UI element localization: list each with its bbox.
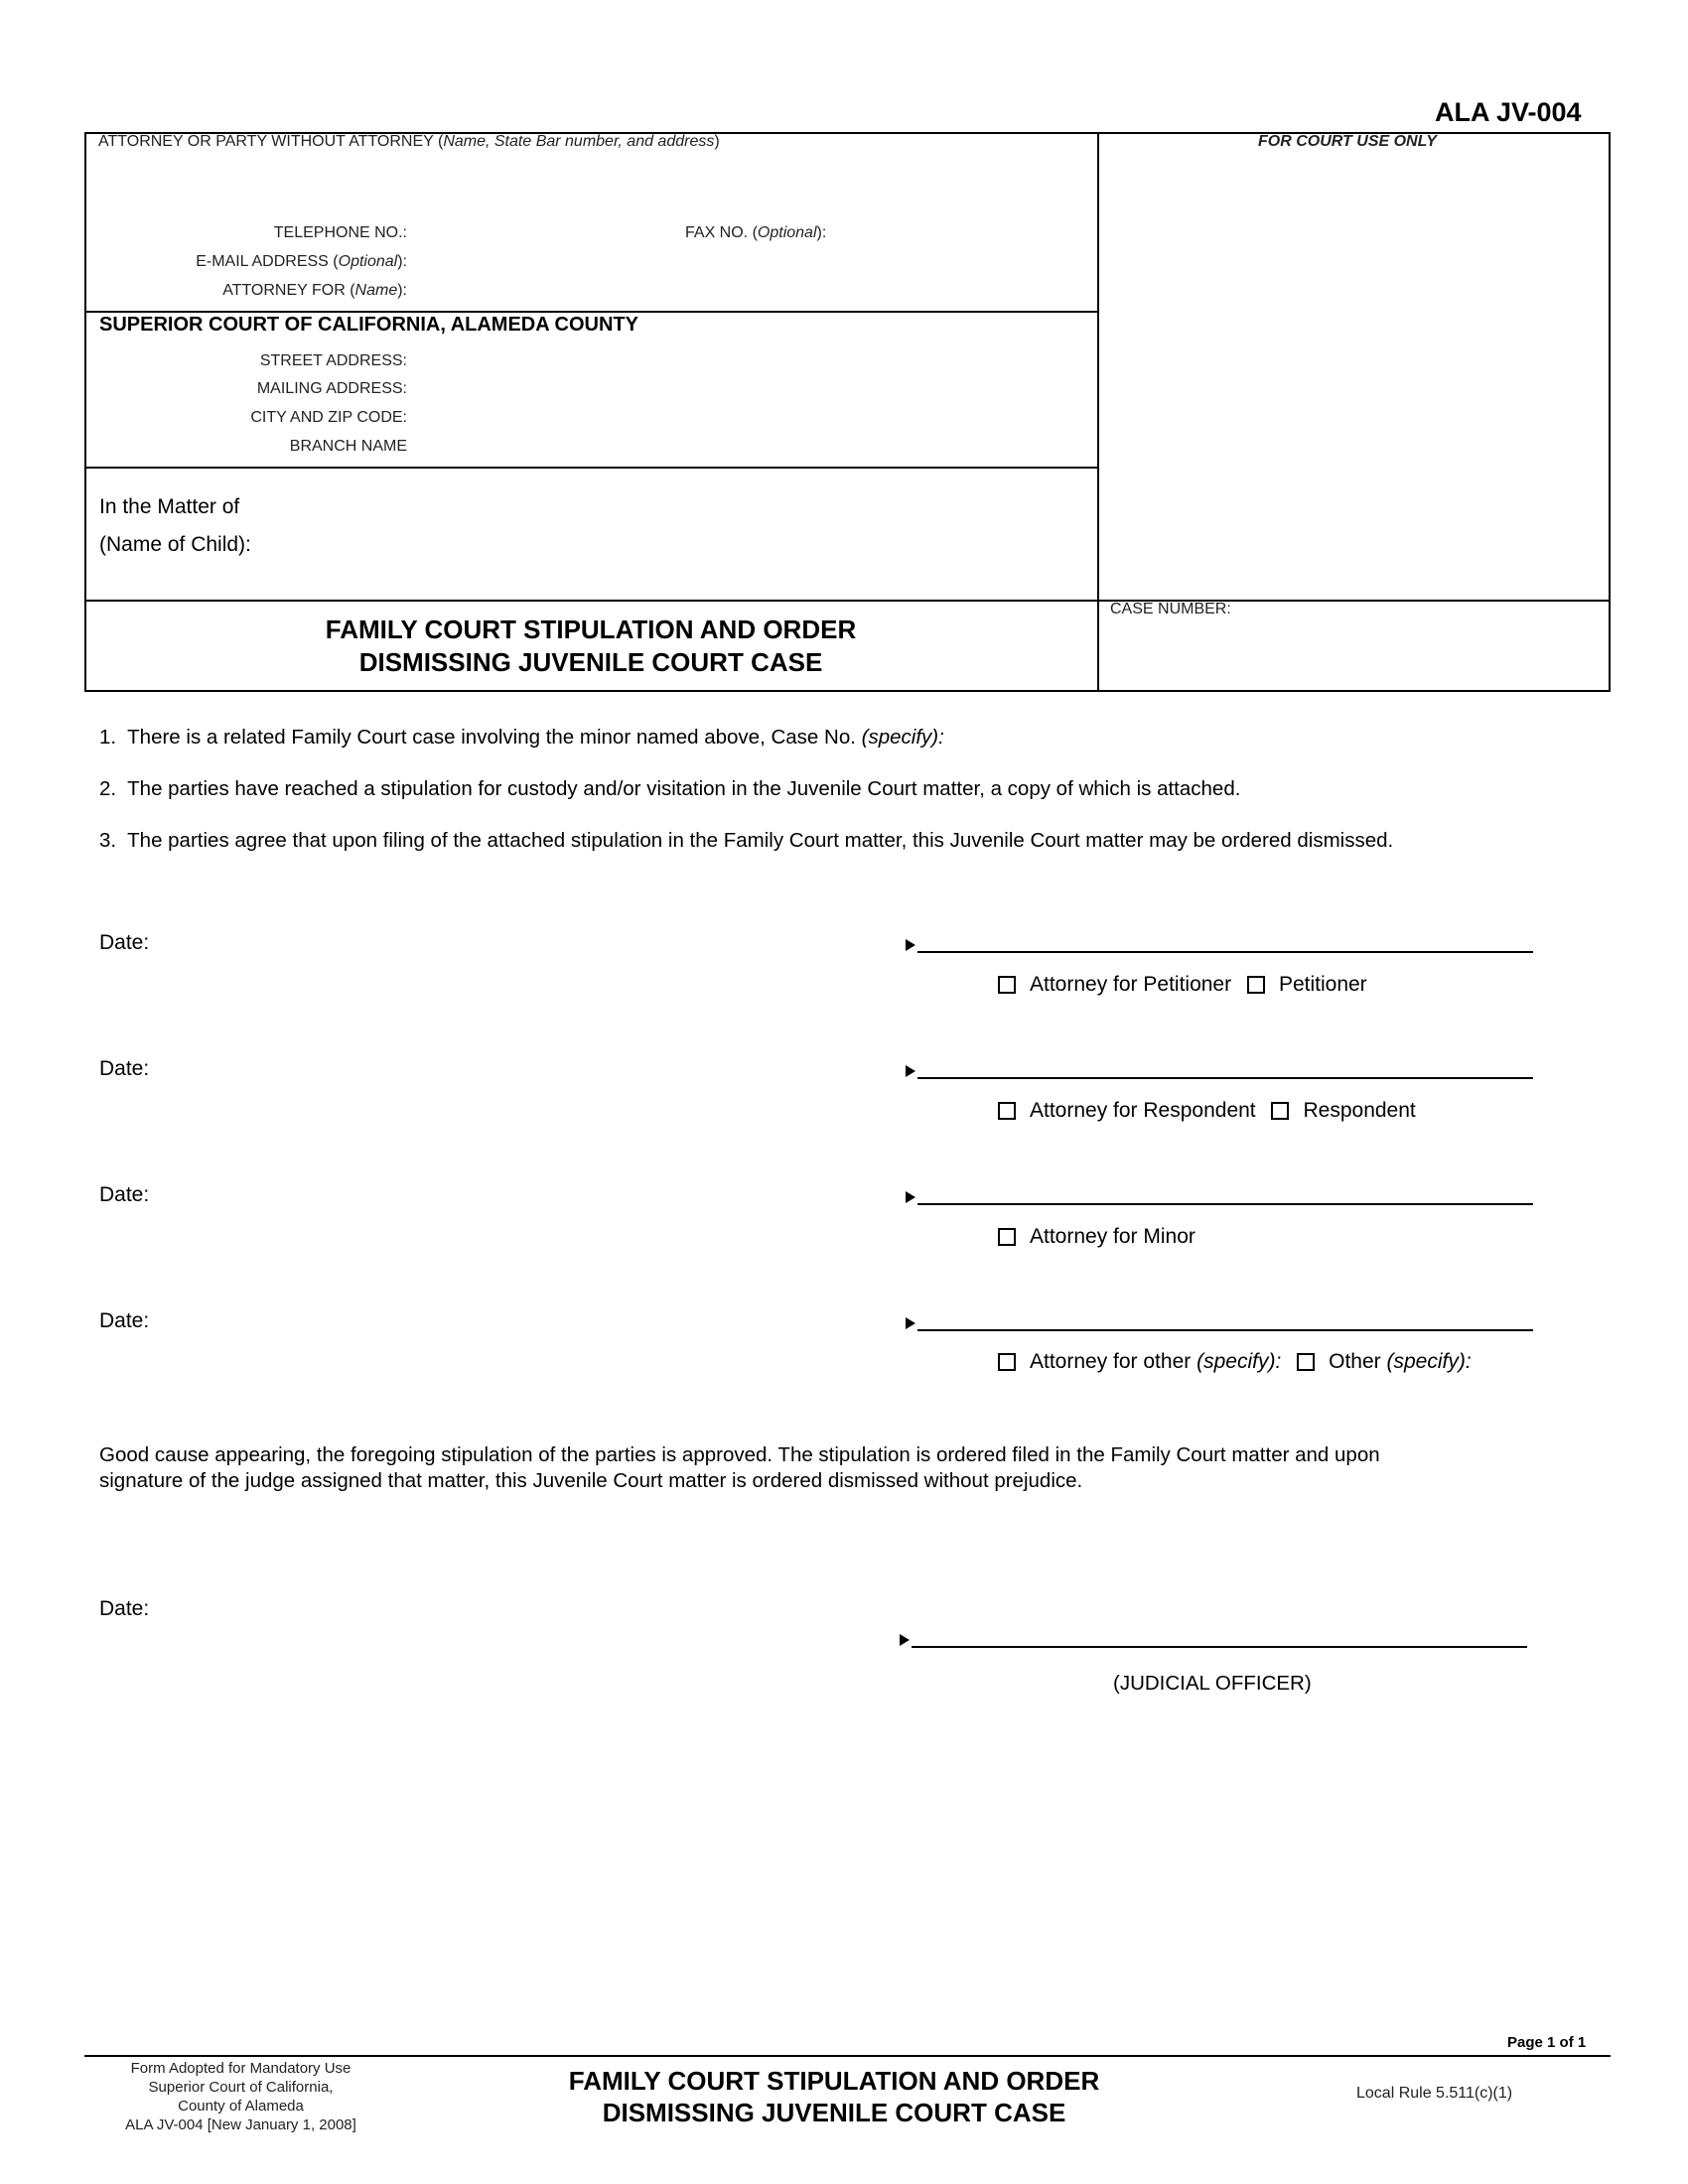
case-number-label: CASE NUMBER: — [1110, 601, 1231, 617]
caption-divider — [1097, 134, 1099, 690]
item-3: 3. The parties agree that upon filing of the attached stipulation in the Family Court matter, this Juvenile Court matter may be ordered dismissed. — [99, 829, 1394, 852]
checkbox-attorney-minor[interactable] — [998, 1228, 1016, 1246]
order-paragraph: Good cause appearing, the foregoing stipulation of the parties is approved. The stipulation is ordered filed in the Family Court matter and upon signature of the judge assigned that matter, this Juvenile Court matter is ordered dismissed without prejudice. — [99, 1443, 1380, 1492]
arrow-icon — [906, 1317, 915, 1329]
signature-line-4[interactable] — [906, 1311, 1533, 1334]
mailing-address-label: MAILING ADDRESS: — [256, 380, 407, 397]
footer-title: FAMILY COURT STIPULATION AND ORDER DISMISSING JUVENILE COURT CASE — [568, 2066, 1100, 2127]
court-use-only-label: FOR COURT USE ONLY — [1258, 133, 1437, 150]
checkbox-row-2: Attorney for Respondent Respondent — [998, 1099, 1416, 1123]
city-zip-label: CITY AND ZIP CODE: — [250, 409, 407, 426]
checkbox-row-3: Attorney for Minor — [998, 1225, 1196, 1249]
item-1: 1. There is a related Family Court case involving the minor named above, Case No. (specify): — [99, 726, 944, 749]
date-label-3: Date: — [99, 1183, 150, 1206]
checkbox-attorney-respondent[interactable] — [998, 1102, 1016, 1120]
child-name-label: (Name of Child): — [99, 533, 251, 556]
arrow-icon — [906, 1065, 915, 1077]
checkbox-attorney-petitioner[interactable] — [998, 976, 1016, 994]
date-label-2: Date: — [99, 1057, 150, 1080]
caption-rule-2 — [86, 467, 1097, 469]
arrow-icon — [906, 1191, 915, 1203]
attorney-for-label: ATTORNEY FOR (Name): — [222, 282, 407, 299]
form-id: ALA JV-004 — [1435, 97, 1582, 127]
caption-rule-1 — [86, 311, 1097, 313]
date-label-1: Date: — [99, 931, 150, 954]
judicial-officer-label: (JUDICIAL OFFICER) — [1113, 1672, 1312, 1695]
fax-label: FAX NO. (Optional): — [685, 224, 827, 241]
signature-line-1[interactable] — [906, 933, 1533, 956]
local-rule: Local Rule 5.511(c)(1) — [1356, 2085, 1513, 2102]
checkbox-row-1: Attorney for Petitioner Petitioner — [998, 973, 1367, 997]
street-address-label: STREET ADDRESS: — [259, 352, 407, 369]
arrow-icon — [906, 939, 915, 951]
checkbox-other[interactable] — [1297, 1353, 1315, 1371]
signature-line-2[interactable] — [906, 1059, 1533, 1082]
judicial-signature-line[interactable] — [900, 1628, 1527, 1651]
checkbox-petitioner[interactable] — [1247, 976, 1265, 994]
order-date-label: Date: — [99, 1597, 150, 1620]
form-title-line-2: DISMISSING JUVENILE COURT CASE — [358, 647, 823, 677]
arrow-icon — [900, 1634, 910, 1646]
caption-rule-3 — [86, 600, 1611, 602]
matter-label: In the Matter of — [99, 495, 240, 518]
form-title — [86, 614, 1095, 679]
checkbox-respondent[interactable] — [1271, 1102, 1289, 1120]
checkbox-attorney-other[interactable] — [998, 1353, 1016, 1371]
date-label-4: Date: — [99, 1309, 150, 1332]
branch-name-label: BRANCH NAME — [289, 438, 407, 455]
signature-line-3[interactable] — [906, 1185, 1533, 1208]
item-2: 2. The parties have reached a stipulation for custody and/or visitation in the Juvenile Court matter, a copy of which is attached. — [99, 777, 1241, 800]
court-name: SUPERIOR COURT OF CALIFORNIA, ALAMEDA COUNTY — [99, 314, 638, 336]
footer-adoption-info: Form Adopted for Mandatory Use Superior Court of California, County of Alameda ALA JV-004 [New January 1, 2008] — [125, 2060, 356, 2133]
attorney-label: ATTORNEY OR PARTY WITHOUT ATTORNEY (Name, State Bar number, and address) — [98, 133, 720, 150]
checkbox-row-4: Attorney for other (specify): Other (specify): — [998, 1350, 1472, 1374]
footer-rule — [84, 2055, 1611, 2057]
form-title-line-1: FAMILY COURT STIPULATION AND ORDER — [325, 614, 857, 644]
page-number: Page 1 of 1 — [1507, 2034, 1587, 2051]
telephone-label: TELEPHONE NO.: — [273, 224, 407, 241]
email-label: E-MAIL ADDRESS (Optional): — [196, 253, 407, 270]
